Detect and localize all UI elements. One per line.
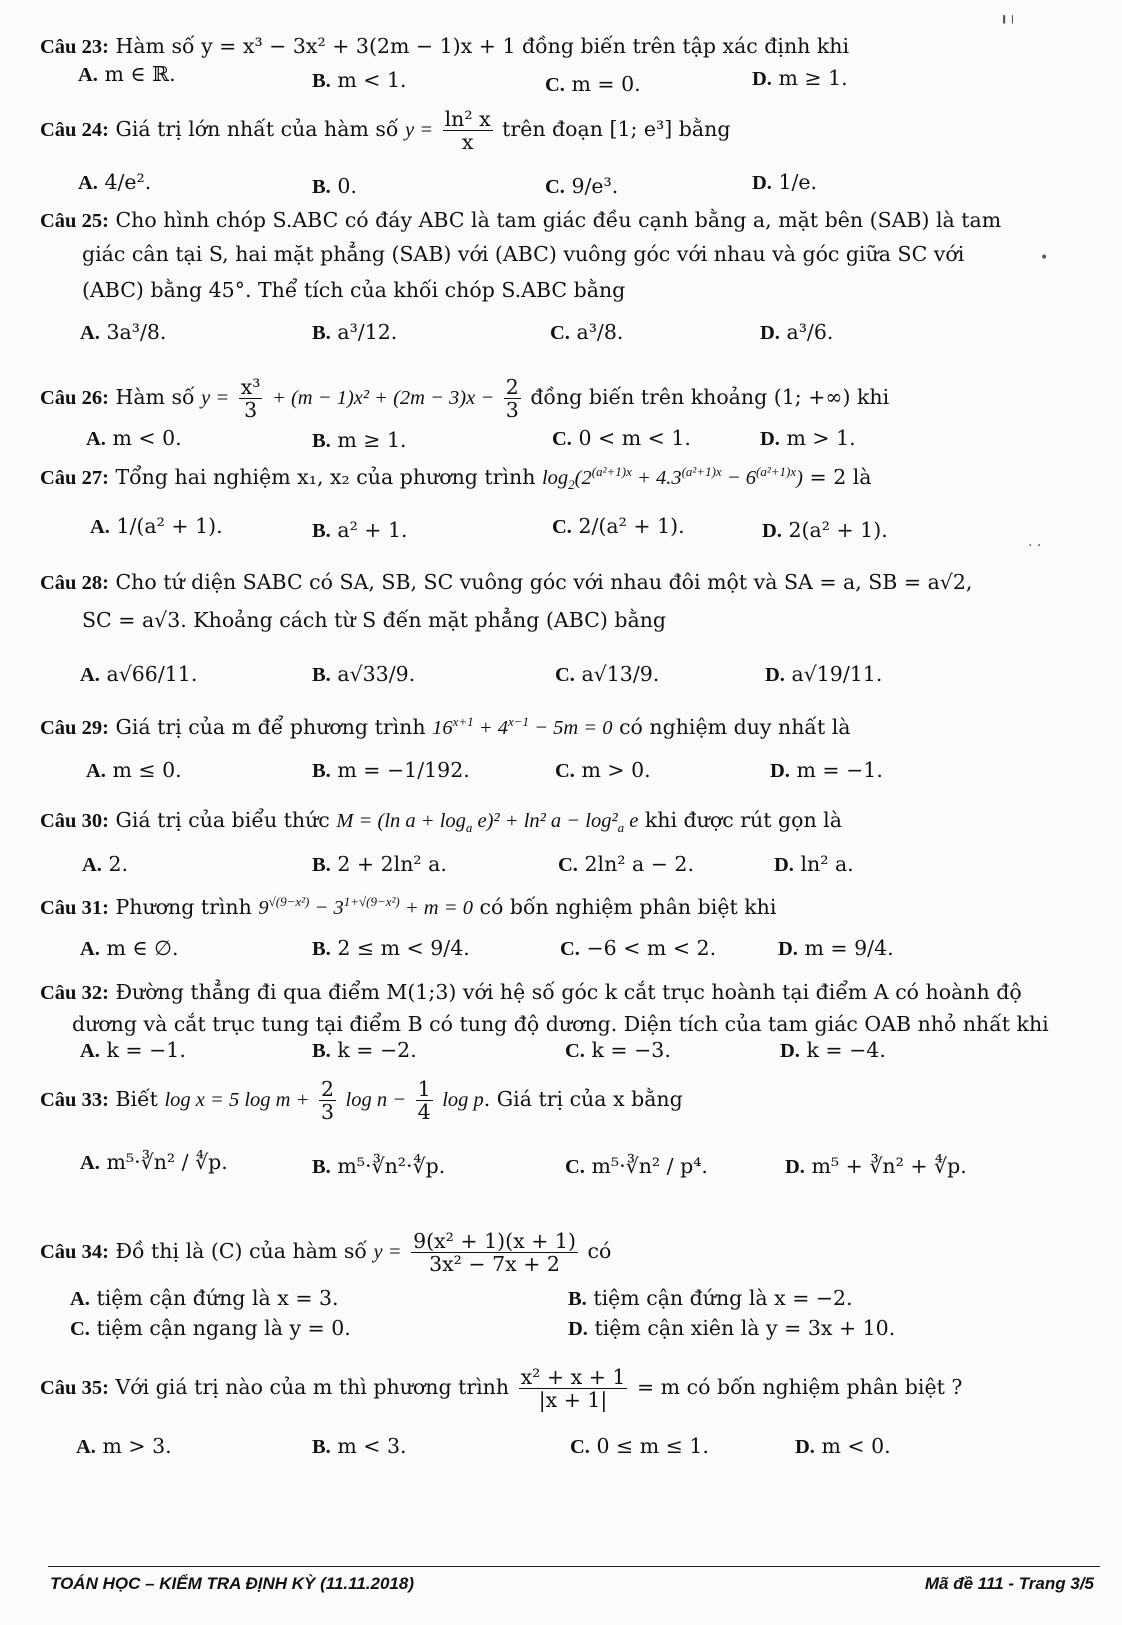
option-a: A. a√66/11. xyxy=(80,662,198,686)
option-c: C. a³/8. xyxy=(550,320,624,344)
question-34: Câu 34: Đồ thị là (C) của hàm số y = $\frac{\text{9(x² + 1)(x + 1)}}{\text{3x² − 7x + 2}}$ có xyxy=(40,1229,612,1276)
option-b: B. a² + 1. xyxy=(312,518,408,542)
footer-page-number: Mã đề 111 - Trang 3/5 xyxy=(924,1574,1094,1593)
question-33: Câu 33: Biết log x = 5 log m + $\frac{2}{3}$ log n − $\frac{1}{4}$ log p. Giá trị của x bằng xyxy=(40,1077,683,1124)
option-b: B. 2 + 2ln² a. xyxy=(312,852,447,876)
option-d: D. m < 0. xyxy=(795,1434,891,1458)
question-25-line-2: giác cân tại S, hai mặt phẳng (SAB) với (ABC) vuông góc với nhau và góc giữa SC với xyxy=(82,242,965,266)
question-24: Câu 24: Giá trị lớn nhất của hàm số y = $\frac{\text{ln² x}}{x}$ trên đoạn [1; e³] bằng xyxy=(40,107,731,154)
option-a: A. m < 0. xyxy=(86,426,182,450)
option-d: D. ln² a. xyxy=(774,852,854,876)
question-32-line-2: dương và cắt trục tung tại điểm B có tung độ dương. Diện tích của tam giác OAB nhỏ nhất khi xyxy=(72,1012,1049,1036)
option-b: B. m ≥ 1. xyxy=(312,428,407,452)
option-a: A. 4/e². xyxy=(78,170,152,194)
footer-exam-title: TOÁN HỌC – KIỂM TRA ĐỊNH KỲ (11.11.2018) xyxy=(50,1574,415,1593)
question-31: Câu 31: Phương trình $9^{√(9-x^2)} - 3^{1+√(9-x^2)} + m = 0$ có bốn nghiệm phân biệt khi xyxy=(40,894,777,919)
option-c: C. tiệm cận ngang là y = 0. xyxy=(70,1316,351,1340)
option-a: A. m⁵·∛n² / ∜p. xyxy=(80,1150,228,1174)
option-a: A. k = −1. xyxy=(80,1038,186,1062)
question-stem: Hàm số y = x³ − 3x² + 3(2m − 1)x + 1 đồng biến trên tập xác định khi xyxy=(115,34,850,58)
option-a: A. m > 3. xyxy=(76,1434,172,1458)
option-d: D. m = −1. xyxy=(770,758,883,782)
option-a: A. m ∈ ℝ. xyxy=(78,62,176,86)
question-29: Câu 29: Giá trị của m để phương trình $16^{x+1} + 4^{x-1} - 5m = 0$ có nghiệm duy nhất là xyxy=(40,714,851,739)
option-c: C. 9/e³. xyxy=(545,174,619,198)
option-d: D. a³/6. xyxy=(760,320,834,344)
question-25-line-3: (ABC) bằng 45°. Thể tích của khối chóp S.ABC bằng xyxy=(82,278,626,302)
option-d: D. 1/e. xyxy=(752,170,818,194)
question-28-line-2: SC = a√3. Khoảng cách từ S đến mặt phẳng (ABC) bằng xyxy=(82,608,667,632)
option-b: B. m < 3. xyxy=(312,1434,407,1458)
scan-mark: ╻╷ xyxy=(1000,8,1017,24)
option-b: B. m < 1. xyxy=(312,68,407,92)
option-c: C. m = 0. xyxy=(545,72,641,96)
option-c: C. m > 0. xyxy=(555,758,651,782)
option-d: D. m⁵ + ∛n² + ∜p. xyxy=(785,1154,967,1178)
option-b: B. 2 ≤ m < 9/4. xyxy=(312,936,470,960)
question-label: Câu 23: xyxy=(40,36,109,58)
option-b: B. 0. xyxy=(312,174,357,198)
option-d: D. m = 9/4. xyxy=(778,936,894,960)
option-a: A. m ≤ 0. xyxy=(86,758,182,782)
question-label: Câu 24: xyxy=(40,119,109,141)
option-d: D. a√19/11. xyxy=(765,662,883,686)
scan-mark: • xyxy=(1040,250,1049,266)
question-30: Câu 30: Giá trị của biểu thức M = (ln $a + \log_a e)^2 + \ln^2$ $a - \log^2_a$ e khi được rút gọn là xyxy=(40,808,842,836)
option-a: A. m ∈ ∅. xyxy=(80,936,179,960)
question-23 xyxy=(40,32,849,61)
option-b: B. tiệm cận đứng là x = −2. xyxy=(568,1286,853,1310)
question-35: Câu 35: Với giá trị nào của m thì phương trình $\frac{\text{x² + x + 1}}{|x + 1|}$ = m có bốn nghiệm phân biệt ? xyxy=(40,1365,963,1412)
option-c: C. 2ln² a − 2. xyxy=(558,852,694,876)
option-d: D. m ≥ 1. xyxy=(752,66,848,90)
question-28: Câu 28: Cho tứ diện SABC có SA, SB, SC vuông góc với nhau đôi một và SA = a, SB = a√2, xyxy=(40,570,973,594)
question-27: Câu 27: Tổng hai nghiệm x₁, x₂ của phương trình $\log_2(2^{(a^2+1)x} + 4.3^{(a^2+1)x} - 6^{(a^2+1)x}) = 2$ là xyxy=(40,464,872,492)
option-a: A. tiệm cận đứng là x = 3. xyxy=(70,1286,339,1310)
option-a: A. 1/(a² + 1). xyxy=(90,514,223,538)
option-d: D. tiệm cận xiên là y = 3x + 10. xyxy=(568,1316,896,1340)
option-b: B. a√33/9. xyxy=(312,662,416,686)
question-32: Câu 32: Đường thẳng đi qua điểm M(1;3) với hệ số góc k cắt trục hoành tại điểm A có hoành độ xyxy=(40,980,1022,1004)
option-c: C. k = −3. xyxy=(565,1038,671,1062)
option-c: C. 0 ≤ m ≤ 1. xyxy=(570,1434,709,1458)
question-25: Câu 25: Cho hình chóp S.ABC có đáy ABC là tam giác đều cạnh bằng a, mặt bên (SAB) là tam xyxy=(40,208,1002,232)
option-a: A. 2. xyxy=(82,852,129,876)
option-d: D. k = −4. xyxy=(780,1038,886,1062)
option-d: D. 2(a² + 1). xyxy=(762,518,888,542)
option-b: B. a³/12. xyxy=(312,320,398,344)
footer-divider xyxy=(48,1566,1100,1567)
scan-mark: · · xyxy=(1028,538,1042,554)
option-c: C. 2/(a² + 1). xyxy=(552,514,685,538)
question-26: Câu 26: Hàm số y = $\frac{\text{x³}}{3}$ + (m − 1)x² + (2m − 3)x − $\frac{2}{3}$ đồng biến trên khoảng (1; +∞) khi xyxy=(40,375,890,422)
option-c: C. m⁵·∛n² / p⁴. xyxy=(565,1154,708,1178)
option-c: C. 0 < m < 1. xyxy=(552,426,691,450)
option-d: D. m > 1. xyxy=(760,426,856,450)
option-b: B. m = −1/192. xyxy=(312,758,470,782)
option-c: C. −6 < m < 2. xyxy=(560,936,717,960)
option-b: B. k = −2. xyxy=(312,1038,417,1062)
option-c: C. a√13/9. xyxy=(555,662,660,686)
option-b: B. m⁵·∛n²·∜p. xyxy=(312,1154,446,1178)
option-a: A. 3a³/8. xyxy=(80,320,167,344)
